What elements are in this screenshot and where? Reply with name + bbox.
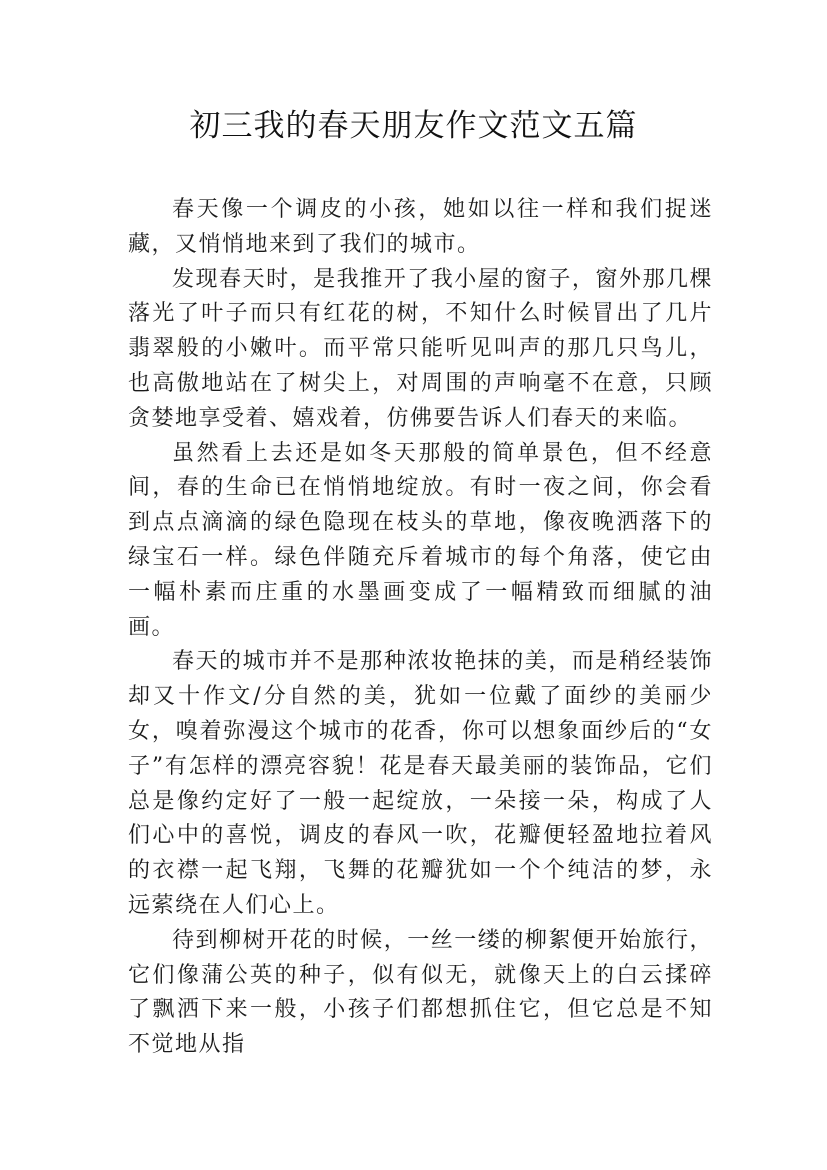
paragraph: 春天的城市并不是那种浓妆艳抹的美，而是稍经装饰却又十作文/分自然的美，犹如一位戴了面纱的美丽少女，嗅着弥漫这个城市的花香，你可以想象面纱后的“女子”有怎样的漂亮容貌！花是春天最美丽的装饰品，它们总是像约定好了一般一起绽放，一朵接一朵，构成了人们心中的喜悦，调皮的春风一吹，花瓣便轻盈地拉着风的衣襟一起飞翔，飞舞的花瓣犹如一个个纯洁的梦，永远萦绕在人们心上。 (128, 649, 713, 918)
document-body (128, 193, 713, 1063)
paragraph: 春天像一个调皮的小孩，她如以往一样和我们捉迷藏，又悄悄地来到了我们的城市。 (128, 197, 713, 257)
paragraph: 虽然看上去还是如冬天那般的简单景色，但不经意间，春的生命已在悄悄地绽放。有时一夜之间，你会看到点点滴滴的绿色隐现在枝头的草地，像夜晚洒落下的绿宝石一样。绿色伴随充斥着城市的每个角落，使它由一幅朴素而庄重的水墨画变成了一幅精致而细腻的油画。 (128, 440, 713, 640)
document-title: 初三我的春天朋友作文范文五篇 (189, 108, 638, 144)
paragraph: 发现春天时，是我推开了我小屋的窗子，窗外那几棵落光了叶子而只有红花的树，不知什么时候冒出了几片翡翠般的小嫩叶。而平常只能听见叫声的那几只鸟儿，也高傲地站在了树尖上，对周围的声响毫不在意，只顾贪婪地享受着、嬉戏着，仿佛要告诉人们春天的来临。 (128, 266, 713, 431)
paragraph: 待到柳树开花的时候，一丝一缕的柳絮便开始旅行，它们像蒲公英的种子，似有似无，就像天上的白云揉碎了飘洒下来一般，小孩子们都想抓住它，但它总是不知不觉地从指 (128, 927, 713, 1058)
